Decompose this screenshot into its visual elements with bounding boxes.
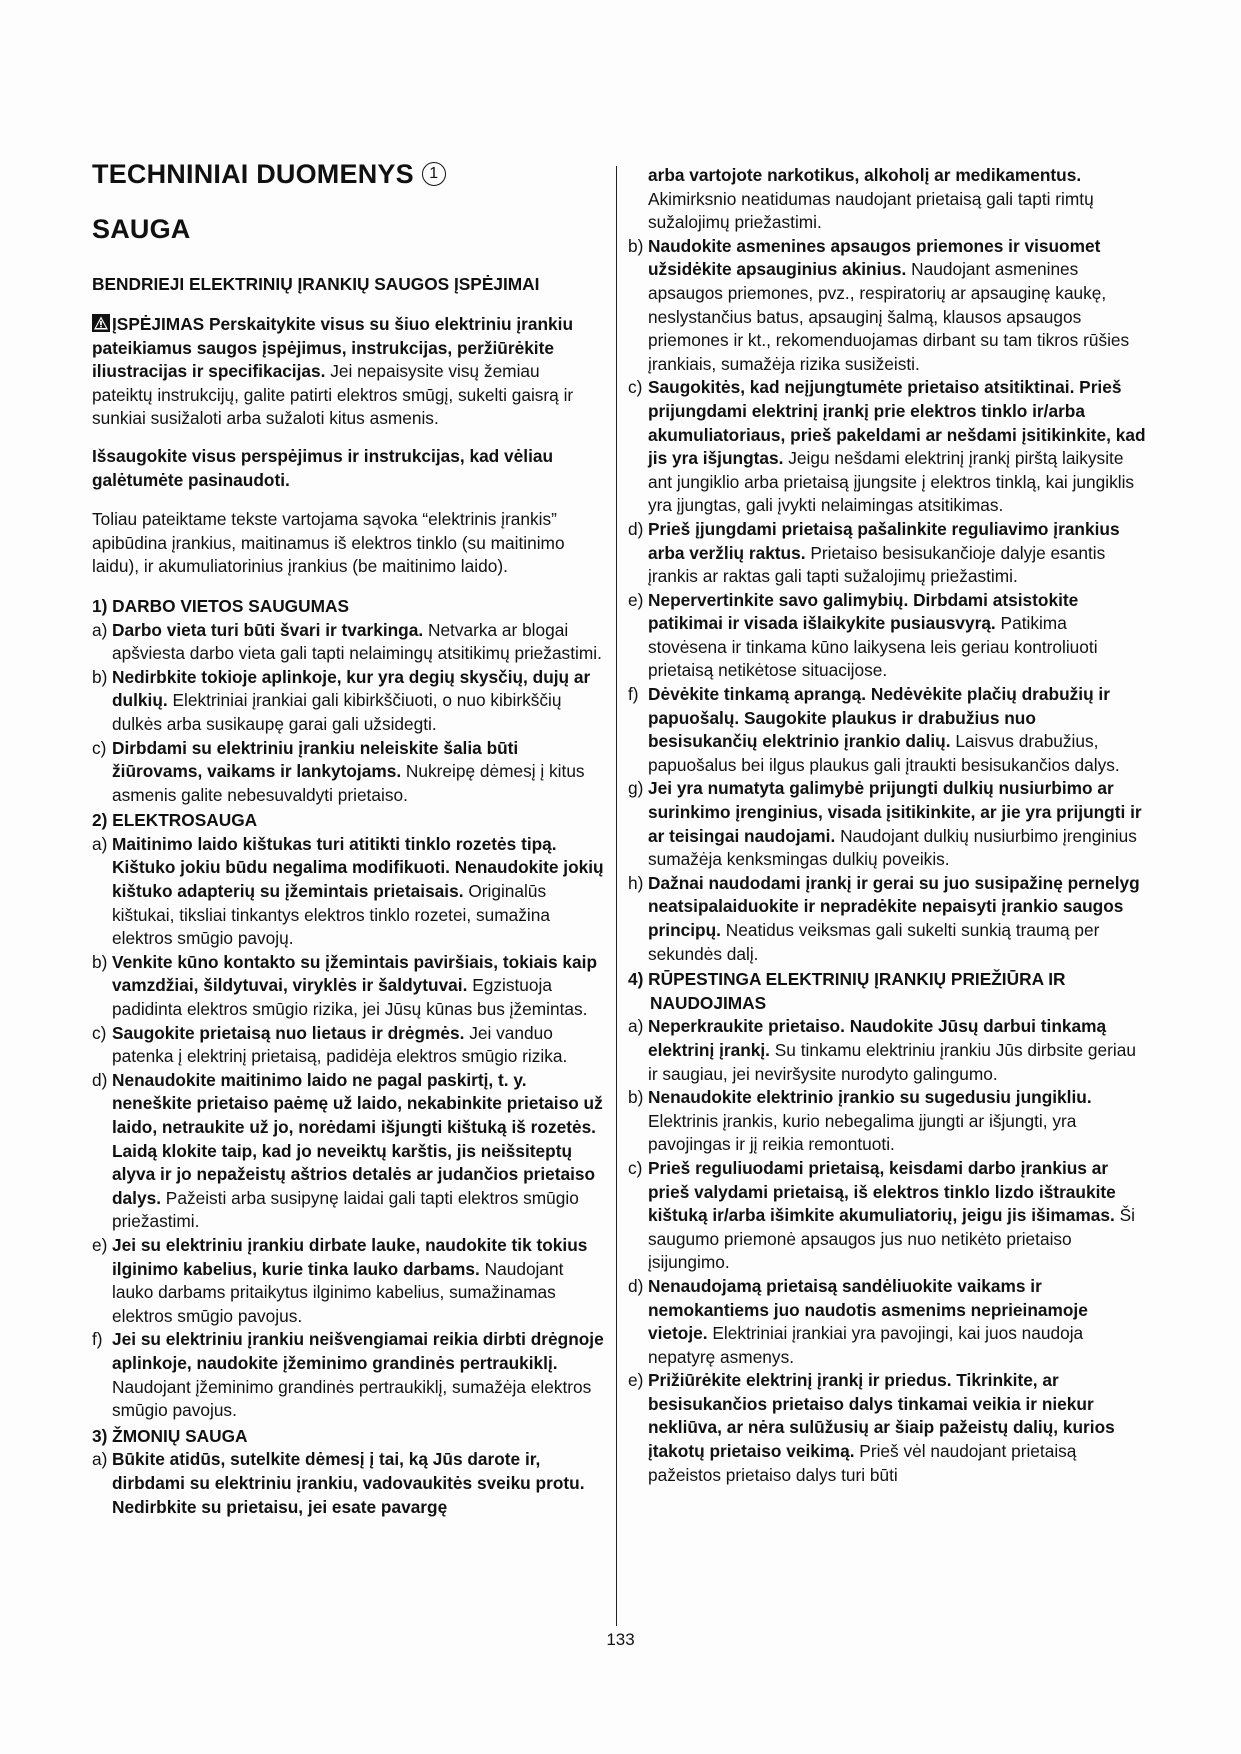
item-label: c) (92, 1022, 107, 1043)
item-bold: Nenaudokite elektrinio įrankio su sugedusiu jungikliu. (648, 1087, 1092, 1108)
item-text: Elektrinis įrankis, kurio nebegalima įjungti ar išjungti, yra pavojingas ir jį reikia remontuoti. (648, 1110, 1077, 1155)
warning-triangle-icon (92, 314, 110, 332)
title-safety: SAUGA (92, 214, 191, 244)
list-item (628, 872, 1148, 966)
item-bold: Jei yra numatyta galimybė prijungti dulkių nusiurbimo ar surinkimo įrenginius, visada įsitikinkite, ar jie yra prijungti ir ar teisingai naudojami. (648, 778, 1142, 846)
item-text: Elektriniai įrankiai gali kibirkščiuoti, o nuo kibirkščių dulkės arba susikaupę garai gali užsidegti. (112, 690, 562, 734)
item-label: c) (628, 1157, 643, 1178)
item-bold: Jei su elektriniu įrankiu dirbate lauke, naudokite tik tokius ilginimo kabelius, kurie tinka lauko darbams. (112, 1234, 588, 1279)
item-bold: Prieš įjungdami prietaisą pašalinkite reguliavimo įrankius arba veržlių raktus. (648, 518, 1120, 563)
list-item (92, 666, 604, 737)
item-text: Jei vanduo patenka į elektrinį prietaisą, padidėja elektros smūgio rizika. (112, 1022, 568, 1067)
list-item (92, 1022, 604, 1069)
item-text: Neatidus veiksmas gali sukelti sunkią traumą per sekundės dalį. (648, 920, 1100, 964)
item-bold: Nepervertinkite savo galimybių. Dirbdami atsistokite patikimai ir visada išlaikykite pusiausvyrą. (648, 589, 1079, 634)
item-bold: Nenaudokite maitinimo laido ne pagal paskirtį, t. y. neneškite prietaiso paėmę už laido, nekabinkite prietaiso už laido, netraukite už jo, norėdami išjungti kištuką iš rozetės. Laidą klokite taip, kad jo neveiktų karštis, jis neišsiteptų alyva ir jo nepažeistų aštrios detalės ar judančios prietaiso dalys. (112, 1069, 603, 1208)
item-text: Ši saugumo priemonė apsaugos jus nuo netikėto prietaiso įsijungimo. (648, 1205, 1135, 1273)
item-bold: Maitinimo laido kištukas turi atitikti tinklo rozetės tipą. Kištuko jokiu būdu negalima modifikuoti. Nenaudokite jokių kištuko adapterių su įžemintais prietaisais. (112, 833, 604, 902)
list-item (628, 1157, 1148, 1275)
list-item (628, 777, 1148, 871)
list-item (92, 951, 604, 1022)
list-item (92, 619, 604, 666)
item-text: Prietaiso besisukančioje dalyje esantis įrankis ar raktas gali tapti sužalojimų priežastimi. (648, 542, 1106, 587)
item-text: Naudojant dulkių nusiurbimo įrenginius sumažėja kenksmingas dulkių poveikis. (648, 825, 1137, 870)
title-technical-data-text: TECHNINIAI DUOMENYS (92, 159, 414, 189)
list-item (628, 235, 1148, 377)
item-label: d) (92, 1069, 108, 1090)
item-label: a) (628, 1016, 644, 1037)
list-item (628, 1369, 1148, 1487)
item-label: f) (628, 684, 639, 705)
item-bold: arba vartojote narkotikus, alkoholį ar medikamentus. (648, 165, 1082, 185)
item-bold: Prižiūrėkite elektrinį įrankį ir priedus. Tikrinkite, ar besisukančios prietaiso dalys tinkamai veikia ir niekur nekliūva, ar nėra sulūžusių ar šiaip pažeistų dalių, kurios įtakotų prietaiso veikimą. (648, 1370, 1115, 1462)
item-bold: Nenaudojamą prietaisą sandėliuokite vaikams ir nemokantiems juo naudotis asmenims neprieinamoje vietoje. (648, 1275, 1088, 1344)
item-bold: Saugokite prietaisą nuo lietaus ir drėgmės. (112, 1022, 465, 1043)
list-item (628, 376, 1148, 518)
item-text: Originalūs kištukai, tiksliai tinkantys elektros tinklo rozetei, sumažina elektros smūgio pavojų. (112, 881, 550, 949)
item-bold: Dirbdami su elektriniu įrankiu neleiskite šalia būti žiūrovams, vaikams ir lankytojams. (112, 737, 519, 782)
warning-paragraph (92, 313, 604, 431)
keep-instructions-text: Išsaugokite visus perspėjimus ir instrukcijas, kad vėliau galėtumėte pasinaudoti. (92, 445, 554, 490)
column-divider (616, 166, 617, 1626)
title-technical-data (92, 158, 604, 190)
item-label: g) (628, 778, 644, 799)
item-bold: Venkite kūno kontakto su įžemintais paviršiais, tokiais kaip vamzdžiai, šildytuvai, viryklės ir šaldytuvai. (112, 951, 598, 996)
item-bold: Saugokitės, kad neįjungtumėte prietaiso atsitiktinai. Prieš prijungdami elektrinį įrankį prie elektros tinklo ir/arba akumuliatoriaus, prieš pakeldami ar nešdami įsitikinkite, kad jis yra išjungtas. (648, 377, 1146, 469)
section-work-area: 1) DARBO VIETOS SAUGUMAS (92, 595, 350, 616)
list-item (628, 683, 1148, 777)
item-label: b) (92, 666, 108, 687)
item-text: Prieš vėl naudojant prietaisą pažeistos prietaiso dalys turi būti (648, 1441, 1077, 1485)
item-text: Naudojant lauko darbams pritaikytus ilginimo kabelius, sumažinamas elektros smūgio pavojus. (112, 1258, 564, 1326)
item-label: a) (92, 1449, 108, 1470)
item-label: b) (92, 951, 108, 972)
section-personal-safety: 3) ŽMONIŲ SAUGA (92, 1425, 248, 1446)
item-label: f) (92, 1329, 103, 1350)
item-label: c) (92, 737, 107, 758)
list-item (628, 1086, 1148, 1157)
keep-instructions (92, 445, 604, 492)
item-label: h) (628, 872, 644, 893)
list-item-continued (628, 164, 1148, 235)
item-text: Egzistuoja padidinta elektros smūgio rizika, jei Jūsų kūnas bus įžemintas. (112, 975, 588, 1020)
item-text: Naudojant įžeminimo grandinės pertraukiklį, sumažėja elektros smūgio pavojus. (112, 1376, 592, 1421)
item-bold: Neperkraukite prietaiso. Naudokite Jūsų darbui tinkamą elektrinį įrankį. (648, 1016, 1107, 1060)
list-item (92, 1328, 604, 1422)
item-text: Netvarka ar blogai apšviesta darbo vieta gali tapti nelaimingų atsitikimų priežastimi. (112, 619, 602, 664)
list-item (92, 1448, 604, 1519)
left-column (92, 158, 604, 1519)
item-bold: Naudokite asmenines apsaugos priemones ir visuomet užsidėkite apsauginius akinius. (648, 235, 1101, 280)
item-label: e) (628, 1370, 644, 1391)
item-text: Akimirksnio neatidumas naudojant prietaisą gali tapti rimtų sužalojimų priežastimi. (648, 188, 1094, 233)
item-bold: Būkite atidūs, sutelkite dėmesį į tai, ką Jūs darote ir, dirbdami su elektriniu įrankiu, vadovaukitės sveiku protu. Nedirbkite su prietaisu, jei esate pavargę (112, 1449, 585, 1517)
item-label: b) (628, 1087, 644, 1108)
warning-bold: ĮSPĖJIMAS Perskaitykite visus su šiuo elektriniu įrankiu pateikiamus saugos įspėjimus, instrukcijas, peržiūrėkite iliustracijas ir specifikacijas. (92, 314, 574, 382)
warning-text: Jei nepaisysite visų žemiau pateiktų instrukcijų, galite patirti elektros smūgį, sukelti gaisrą ir sunkiai susižaloti arba sužaloti kitus asmenis. (92, 361, 574, 429)
list-item (628, 1015, 1148, 1086)
item-label: a) (92, 619, 108, 640)
list-item (628, 1275, 1148, 1369)
item-label: b) (628, 235, 644, 256)
item-text: Elektriniai įrankiai yra pavojingi, kai juos naudoja nepatyrę asmenys. (648, 1323, 1084, 1367)
item-text: Su tinkamu elektriniu įrankiu Jūs dirbsite geriau ir saugiau, jei neviršysite nurodyto galingumo. (648, 1039, 1136, 1084)
intro-paragraph: Toliau pateiktame tekste vartojama sąvoka “elektrinis įrankis” apibūdina įrankius, maitinamus iš elektros tinklo (su maitinimo laidu), ir akumuliatorinius įrankius (be maitinimo laido). (92, 509, 565, 577)
item-bold: Dėvėkite tinkamą aprangą. Nedėvėkite plačių drabužių ir papuošalų. Saugokite plaukus ir drabužius nuo besisukančių elektrinio įrankio dalių. (648, 684, 1110, 752)
item-text: Jeigu nešdami elektrinį įrankį pirštą laikysite ant jungiklio arba prietaisą įjungsite į elektros tinklą, kai jungiklis yra įjungtas, gali įvykti nelaimingas atsitikimas. (648, 448, 1135, 516)
item-label: e) (628, 589, 644, 610)
item-text: Naudojant asmenines apsaugos priemones, pvz., respiratorių ar apsauginę kaukę, neslystančius batus, apsauginį šalmą, klausos apsaugos priemones ir kt., rekomenduojamas dirbant su tam tikros rūšies įrankiais, sumažėja rizika susižeisti. (648, 259, 1130, 374)
section-tool-care: 4) RŪPESTINGA ELEKTRINIŲ ĮRANKIŲ PRIEŽIŪRA IR NAUDOJIMAS (628, 969, 1066, 1013)
item-bold: Prieš reguliuodami prietaisą, keisdami darbo įrankius ar prieš valydami prietaisą, iš elektros tinklo lizdo ištraukite kištuką ir/arba išimkite akumuliatorių, jeigu jis išimamas. (648, 1157, 1116, 1226)
list-item (92, 1234, 604, 1328)
item-text: Nukreipę dėmesį į kitus asmenis galite nebesuvaldyti prietaiso. (112, 761, 585, 805)
list-item (628, 589, 1148, 683)
page-number: 133 (606, 1630, 635, 1649)
item-label: d) (628, 518, 644, 539)
item-bold: Dažnai naudodami įrankį ir gerai su juo susipažinę pernelyg neatsipalaiduokite ir nepradėkite nepaisyti įrankio saugos principų. (648, 872, 1140, 940)
list-item (92, 737, 604, 808)
general-warnings-heading: BENDRIEJI ELEKTRINIŲ ĮRANKIŲ SAUGOS ĮSPĖJIMAI (92, 274, 540, 294)
item-label: a) (92, 833, 108, 854)
item-label: d) (628, 1275, 644, 1296)
item-text: Pažeisti arba susipynę laidai gali tapti elektros smūgio priežastimi. (112, 1187, 579, 1232)
item-text: Patikima stovėsena ir tinkama kūno laikysena leis geriau kontroliuoti prietaisą netikėtose situacijose. (648, 613, 1098, 681)
list-item (628, 518, 1148, 589)
list-item (92, 833, 604, 951)
item-label: c) (628, 377, 643, 398)
item-text: Laisvus drabužius, papuošalus bei ilgus plaukus gali įtraukti besisukančios dalys. (648, 731, 1120, 775)
right-column (628, 164, 1148, 1487)
figure-ref-circle: 1 (422, 162, 446, 186)
section-electrical-safety: 2) ELEKTROSAUGA (92, 810, 258, 831)
item-label: e) (92, 1234, 108, 1255)
item-bold: Nedirbkite tokioje aplinkoje, kur yra degių skysčių, dujų ar dulkių. (112, 666, 591, 711)
item-bold: Jei su elektriniu įrankiu neišvengiamai reikia dirbti drėgnoje aplinkoje, naudokite įžeminimo grandinės pertraukiklį. (112, 1329, 604, 1373)
list-item (92, 1069, 604, 1234)
item-bold: Darbo vieta turi būti švari ir tvarkinga. (112, 619, 424, 640)
